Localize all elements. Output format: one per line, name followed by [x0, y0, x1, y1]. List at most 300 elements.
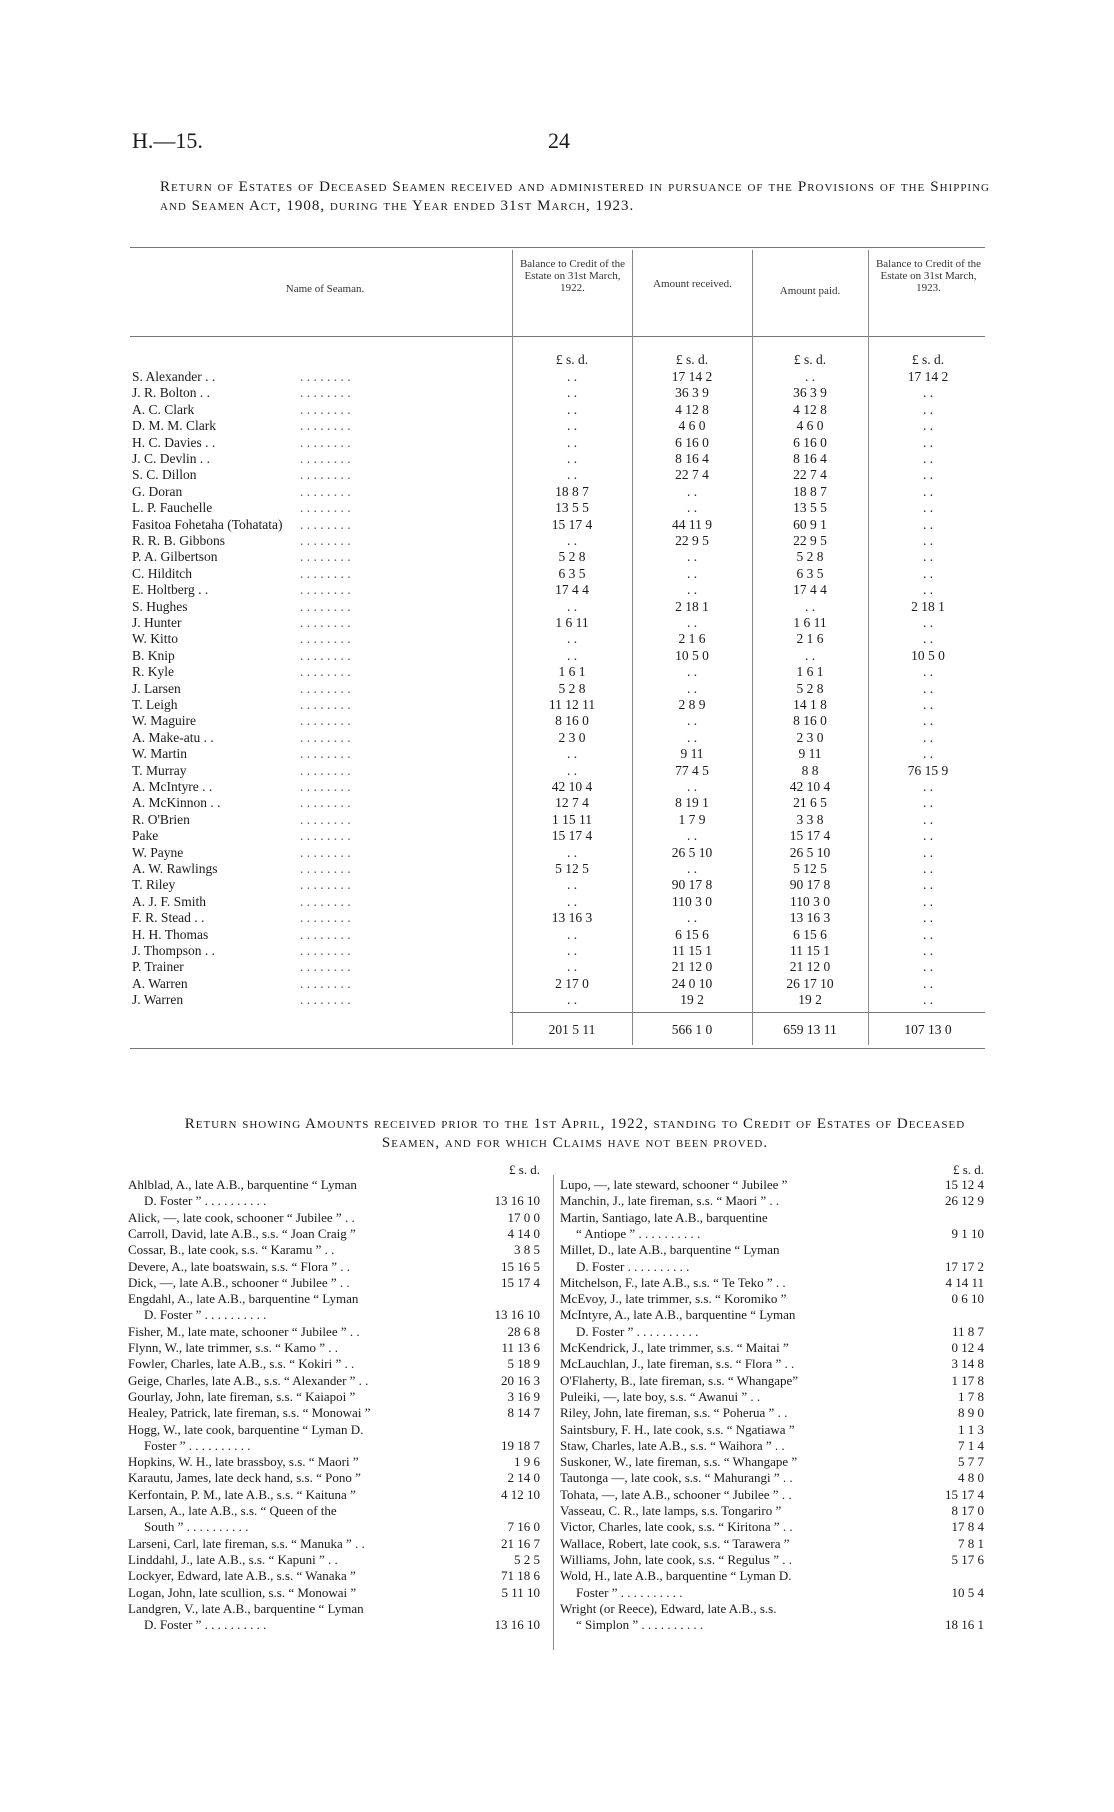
claim-entry-text: O'Flaherty, B., late fireman, s.s. “ Whangape” — [560, 1372, 799, 1388]
claim-amount: 3 16 9 — [507, 1388, 540, 1404]
amount-paid: . . — [804, 369, 816, 384]
total-received: 566 1 0 — [671, 1022, 713, 1037]
claim-entry-text: Dick, —, late A.B., schooner “ Jubilee ” . . — [128, 1274, 350, 1290]
claim-amount: 17 0 0 — [507, 1209, 540, 1225]
leader-dots: . . . . . . . . — [300, 861, 351, 876]
amount-received: . . — [686, 779, 698, 794]
balance-1923: 17 14 2 — [907, 369, 949, 384]
leader-dots: . . . . . . . . — [300, 434, 351, 450]
claim-entry-text: Wright (or Reece), Edward, late A.B., s.s. — [560, 1600, 777, 1616]
amount-received: 44 11 9 — [672, 516, 712, 532]
claim-entry-text: Saintsbury, F. H., late cook, s.s. “ Ngatiawa ” — [560, 1421, 795, 1437]
claim-entry-text: Martin, Santiago, late A.B., barquentine — [560, 1209, 768, 1225]
claim-amount: 13 16 10 — [494, 1307, 540, 1323]
claim-entry-text: Fisher, M., late mate, schooner “ Jubilee ” . . — [128, 1323, 360, 1339]
balance-1923: . . — [922, 877, 934, 893]
amount-received: 1 7 9 — [678, 811, 706, 827]
amount-received: 4 12 8 — [675, 401, 709, 417]
seaman-name: Pake — [132, 828, 159, 844]
leader-dots: . . . . . . . . — [300, 615, 351, 630]
amount-paid: 8 8 — [801, 762, 819, 778]
claim-entry-text: D. Foster ” . . . . . . . . . . — [144, 1193, 267, 1209]
amount-received: . . — [686, 582, 698, 598]
seaman-name: S. Alexander . . — [132, 369, 216, 384]
claim-entry-text: Fowler, Charles, late A.B., s.s. “ Kokiri ” . . — [128, 1356, 355, 1372]
claim-entry-text: Tautonga —, late cook, s.s. “ Mahurangi ” . . — [560, 1470, 793, 1486]
table1-header-name: Name of Seaman. — [285, 283, 365, 295]
claim-entry-text: Foster ” . . . . . . . . . . — [144, 1437, 251, 1453]
leader-dots: . . . . . . . . — [300, 795, 351, 811]
seaman-name: J. Warren — [132, 992, 184, 1008]
table1-header-paid: Amount paid. — [779, 285, 841, 297]
claim-amount: 0 6 10 — [951, 1291, 984, 1307]
amount-paid: 5 12 5 — [793, 861, 827, 876]
amount-received: . . — [686, 861, 698, 876]
balance-1923: . . — [922, 401, 934, 417]
claim-amount: 5 11 10 — [501, 1584, 540, 1600]
balance-1922: . . — [566, 598, 578, 614]
seaman-name: A. W. Rawlings — [132, 861, 218, 876]
balance-1923: . . — [922, 516, 934, 532]
amount-paid: 6 15 6 — [793, 926, 827, 942]
claim-entry-text: Karautu, James, late deck hand, s.s. “ Pono ” — [128, 1470, 361, 1486]
leader-dots: . . . . . . . . — [300, 779, 351, 794]
amount-paid: 4 6 0 — [796, 418, 824, 434]
amount-paid: 9 11 — [798, 746, 822, 762]
amount-paid: 13 5 5 — [793, 500, 827, 516]
claim-entry-text: Alick, —, late cook, schooner “ Jubilee ” . . — [128, 1209, 355, 1225]
leader-dots: . . . . . . . . — [300, 500, 351, 516]
claim-entry-text: Puleiki, —, late boy, s.s. “ Awanui ” . . — [560, 1388, 761, 1404]
leader-dots: . . . . . . . . — [300, 893, 351, 909]
table1-header-rule — [130, 336, 985, 337]
amount-paid: 13 16 3 — [789, 910, 831, 926]
amount-received: 2 8 9 — [678, 697, 706, 712]
balance-1923: . . — [922, 893, 934, 909]
amount-received: . . — [686, 483, 698, 499]
table1-top-rule — [130, 247, 985, 248]
balance-1923: . . — [922, 975, 934, 991]
balance-1923: . . — [922, 746, 934, 762]
leader-dots: . . . . . . . . — [300, 910, 351, 926]
amount-paid: 26 5 10 — [789, 844, 831, 860]
claim-amount: 15 17 4 — [501, 1274, 540, 1290]
seaman-name: R. R. B. Gibbons — [132, 533, 226, 548]
balance-1922: 12 7 4 — [555, 795, 589, 811]
table2-title: Return showing Amounts received prior to the 1st April, 1922, standing to Credit of Estates of Deceased Seamen, and for which Claims have not been proved. — [184, 1116, 966, 1151]
amount-received: 22 7 4 — [675, 467, 709, 483]
claim-amount: 15 17 4 — [945, 1486, 984, 1502]
amount-received: 22 9 5 — [675, 533, 709, 548]
leader-dots: . . . . . . . . — [300, 844, 351, 860]
claim-entry-text: D. Foster . . . . . . . . . . — [576, 1258, 690, 1274]
claim-entry-text: Flynn, W., late trimmer, s.s. “ Kamo ” . . — [128, 1340, 338, 1355]
currency-heading: £ s. d. — [675, 352, 709, 367]
claim-amount: 1 17 8 — [951, 1372, 984, 1388]
balance-1922: 6 3 5 — [558, 565, 586, 581]
leader-dots: . . . . . . . . — [300, 680, 351, 696]
seaman-name: T. Leigh — [132, 697, 178, 712]
balance-1923: . . — [922, 582, 934, 598]
balance-1922: . . — [566, 401, 578, 417]
total-balance-1922: 201 5 11 — [548, 1022, 596, 1037]
leader-dots: . . . . . . . . — [300, 598, 351, 614]
seaman-name: H. C. Davies . . — [132, 434, 216, 450]
amount-paid: 8 16 0 — [793, 713, 827, 729]
claim-amount: 71 18 6 — [501, 1568, 540, 1584]
table1-bottom-rule — [130, 1048, 985, 1049]
balance-1923: . . — [922, 713, 934, 729]
seaman-name: Fasitoa Fohetaha (Tohatata) — [132, 516, 283, 532]
seaman-name: A. C. Clark — [132, 401, 195, 417]
leader-dots: . . . . . . . . — [300, 385, 351, 401]
claim-entry-text: Kerfontain, P. M., late A.B., s.s. “ Kaituna ” — [128, 1486, 356, 1502]
claim-entry-text: Cossar, B., late cook, s.s. “ Karamu ” . . — [128, 1242, 335, 1258]
balance-1922: . . — [566, 844, 578, 860]
claim-entry-text: Wold, H., late A.B., barquentine “ Lyman D. — [560, 1568, 792, 1584]
balance-1922: . . — [566, 467, 578, 483]
table1-header-balance-1922: Balance to Credit of the Estate on 31st March, 1922. — [519, 258, 626, 294]
claim-entry-text: Tohata, —, late A.B., schooner “ Jubilee ” . . — [560, 1486, 792, 1502]
amount-paid: 90 17 8 — [789, 877, 831, 893]
claim-entry-text: Gourlay, John, late fireman, s.s. “ Kaiapoi ” — [128, 1388, 356, 1404]
amount-paid: 6 3 5 — [796, 565, 824, 581]
claim-amount: 15 12 4 — [945, 1177, 984, 1192]
balance-1922: 42 10 4 — [551, 779, 593, 794]
claim-entry-text: Millet, D., late A.B., barquentine “ Lyman — [560, 1242, 780, 1258]
amount-received: 10 5 0 — [675, 647, 709, 663]
seaman-name: R. O'Brien — [132, 811, 190, 827]
amount-received: 21 12 0 — [671, 959, 713, 975]
amount-paid: 15 17 4 — [789, 828, 831, 844]
leader-dots: . . . . . . . . — [300, 533, 351, 548]
leader-dots: . . . . . . . . — [300, 451, 351, 466]
leader-dots: . . . . . . . . — [300, 959, 351, 975]
amount-paid: 22 7 4 — [793, 467, 827, 483]
claim-amount: 8 9 0 — [958, 1405, 984, 1421]
claim-amount: 13 16 10 — [494, 1193, 540, 1209]
balance-1923: 2 18 1 — [911, 598, 945, 614]
claim-amount: 8 14 7 — [507, 1405, 540, 1421]
seaman-name: G. Doran — [132, 483, 183, 499]
amount-paid: 11 15 1 — [790, 943, 830, 958]
claim-amount: 4 12 10 — [501, 1486, 540, 1502]
amount-received: 36 3 9 — [675, 385, 709, 401]
amount-received: . . — [686, 664, 698, 680]
leader-dots: . . . . . . . . — [300, 565, 351, 581]
leader-dots: . . . . . . . . — [300, 516, 351, 532]
claim-entry-text: Foster ” . . . . . . . . . . — [576, 1584, 683, 1600]
balance-1922: 13 5 5 — [555, 500, 589, 516]
amount-received: . . — [686, 500, 698, 516]
amount-paid: 22 9 5 — [793, 533, 827, 548]
seaman-name: P. A. Gilbertson — [132, 549, 218, 565]
seaman-name: W. Kitto — [132, 631, 179, 647]
balance-1923: . . — [922, 434, 934, 450]
claim-amount: 3 14 8 — [951, 1356, 984, 1372]
amount-paid: 26 17 10 — [786, 975, 834, 991]
claim-entry-text: Suskoner, W., late fireman, s.s. “ Whangape ” — [560, 1454, 798, 1470]
balance-1922: 5 12 5 — [555, 861, 589, 876]
claim-amount: 9 1 10 — [951, 1225, 984, 1241]
amount-paid: 3 3 8 — [796, 811, 824, 827]
seaman-name: C. Hilditch — [132, 565, 192, 581]
amount-received: 8 16 4 — [675, 451, 709, 466]
claim-entry-text: McLauchlan, J., late fireman, s.s. “ Flora ” . . — [560, 1356, 795, 1372]
balance-1922: 15 17 4 — [551, 516, 593, 532]
page-number: 24 — [548, 128, 570, 153]
leader-dots: . . . . . . . . — [300, 746, 351, 762]
seaman-name: R. Kyle — [132, 664, 174, 680]
leader-dots: . . . . . . . . — [300, 762, 351, 778]
leader-dots: . . . . . . . . — [300, 713, 351, 729]
seaman-name: T. Riley — [132, 877, 176, 893]
balance-1923: . . — [922, 992, 934, 1008]
claim-entry-text: Hogg, W., late cook, barquentine “ Lyman D. — [128, 1421, 364, 1437]
claim-amount: 4 8 0 — [958, 1470, 984, 1486]
balance-1922: 1 6 1 — [558, 664, 586, 680]
amount-paid: 14 1 8 — [793, 697, 827, 712]
balance-1922: . . — [566, 943, 578, 958]
amount-received: 2 18 1 — [675, 598, 709, 614]
leader-dots: . . . . . . . . — [300, 729, 351, 745]
claim-entry-text: Lockyer, Edward, late A.B., s.s. “ Wanaka ” — [128, 1568, 356, 1584]
leader-dots: . . . . . . . . — [300, 369, 351, 384]
claim-entry-text: Mitchelson, F., late A.B., s.s. “ Te Teko ” . . — [560, 1274, 786, 1290]
seaman-name: E. Holtberg . . — [132, 582, 209, 598]
amount-received: 24 0 10 — [671, 975, 713, 991]
currency-heading: £ s. d. — [952, 1162, 984, 1177]
balance-1923: . . — [922, 664, 934, 680]
seaman-name: W. Payne — [132, 844, 184, 860]
balance-1922: . . — [566, 959, 578, 975]
amount-paid: 60 9 1 — [793, 516, 827, 532]
balance-1923: . . — [922, 697, 934, 712]
seaman-name: L. P. Fauchelle — [132, 500, 213, 516]
amount-paid: 8 16 4 — [793, 451, 827, 466]
amount-received: . . — [686, 549, 698, 565]
seaman-name: B. Knip — [132, 647, 175, 663]
claim-amount: 5 17 6 — [951, 1551, 984, 1567]
balance-1923: . . — [922, 943, 934, 958]
balance-1923: . . — [922, 926, 934, 942]
claim-amount: 26 12 9 — [945, 1193, 984, 1209]
leader-dots: . . . . . . . . — [300, 877, 351, 893]
claim-amount: 4 14 0 — [507, 1225, 540, 1241]
claim-amount: 17 8 4 — [951, 1519, 984, 1535]
seaman-name: S. Hughes — [132, 598, 188, 614]
seaman-name: J. C. Devlin . . — [132, 451, 211, 466]
claim-entry-text: McEvoy, J., late trimmer, s.s. “ Koromiko ” — [560, 1291, 787, 1307]
seaman-name: P. Trainer — [132, 959, 184, 975]
claim-entry-text: Carroll, David, late A.B., s.s. “ Joan Craig ” — [128, 1225, 356, 1241]
claim-amount: 7 8 1 — [958, 1535, 984, 1551]
leader-dots: . . . . . . . . — [300, 975, 351, 991]
leader-dots: . . . . . . . . — [300, 418, 351, 434]
claim-amount: 3 8 5 — [514, 1242, 540, 1258]
claim-amount: 7 1 4 — [958, 1437, 984, 1453]
balance-1922: . . — [566, 992, 578, 1008]
amount-paid: 19 2 — [798, 992, 822, 1008]
claim-entry-text: Ahlblad, A., late A.B., barquentine “ Lyman — [128, 1177, 357, 1192]
amount-paid: 5 2 8 — [796, 680, 824, 696]
leader-dots: . . . . . . . . — [300, 943, 351, 958]
balance-1922: 11 12 11 — [548, 697, 596, 712]
claim-amount: 5 18 9 — [507, 1356, 540, 1372]
amount-paid: 21 12 0 — [789, 959, 831, 975]
claim-entry-text: Geige, Charles, late A.B., s.s. “ Alexander ” . . — [128, 1372, 369, 1388]
claim-amount: 21 16 7 — [501, 1535, 540, 1551]
amount-received: 11 15 1 — [672, 943, 712, 958]
claim-amount: 0 12 4 — [951, 1340, 984, 1355]
page-reference: H.—15. — [132, 128, 203, 153]
currency-heading: £ s. d. — [911, 352, 945, 367]
claim-amount: 4 14 11 — [945, 1274, 984, 1290]
total-balance-1923: 107 13 0 — [904, 1022, 952, 1037]
amount-paid: 17 4 4 — [793, 582, 827, 598]
leader-dots: . . . . . . . . — [300, 697, 351, 712]
leader-dots: . . . . . . . . — [300, 647, 351, 663]
claim-entry-text: Engdahl, A., late A.B., barquentine “ Lyman — [128, 1291, 359, 1307]
claim-entry-text: South ” . . . . . . . . . . — [144, 1519, 249, 1535]
balance-1922: . . — [566, 893, 578, 909]
amount-received: 90 17 8 — [671, 877, 713, 893]
leader-dots: . . . . . . . . — [300, 549, 351, 565]
balance-1923: . . — [922, 467, 934, 483]
claim-amount: 17 17 2 — [945, 1258, 984, 1274]
balance-1922: . . — [566, 418, 578, 434]
balance-1922: 1 15 11 — [552, 811, 592, 827]
balance-1922: 5 2 8 — [558, 680, 586, 696]
balance-1923: . . — [922, 779, 934, 794]
table1-col-divider — [752, 250, 753, 1045]
seaman-name: J. Thompson . . — [132, 943, 216, 958]
seaman-name: H. H. Thomas — [132, 926, 209, 942]
amount-paid: 2 3 0 — [796, 729, 824, 745]
balance-1923: 76 15 9 — [907, 762, 949, 778]
balance-1922: 15 17 4 — [551, 828, 593, 844]
table1-title: Return of Estates of Deceased Seamen received and administered in pursuance of the Provisions of the Shipping and Seamen Act, 1908, during the Year ended 31st March, 1923. — [160, 179, 990, 214]
claim-amount: 11 13 6 — [501, 1340, 540, 1355]
table2-col-divider — [553, 1175, 554, 1650]
amount-received: . . — [686, 615, 698, 630]
amount-paid: 18 8 7 — [793, 483, 827, 499]
balance-1923: . . — [922, 533, 934, 548]
seaman-name: W. Martin — [132, 746, 187, 762]
seaman-name: T. Murray — [132, 762, 187, 778]
amount-received: . . — [686, 729, 698, 745]
leader-dots: . . . . . . . . — [300, 401, 351, 417]
seaman-name: A. Warren — [132, 975, 188, 991]
amount-received: 26 5 10 — [671, 844, 713, 860]
seaman-name: J. R. Bolton . . — [132, 385, 211, 401]
balance-1922: 17 4 4 — [555, 582, 589, 598]
amount-received: . . — [686, 713, 698, 729]
amount-received: 8 19 1 — [675, 795, 709, 811]
balance-1922: 18 8 7 — [555, 483, 589, 499]
table1-header-balance-1923: Balance to Credit of the Estate on 31st March, 1923. — [875, 258, 982, 294]
amount-received: 6 16 0 — [675, 434, 709, 450]
amount-paid: . . — [804, 647, 816, 663]
claim-amount: 8 17 0 — [951, 1503, 984, 1518]
claim-amount: 5 7 7 — [958, 1454, 984, 1470]
amount-received: 110 3 0 — [672, 893, 712, 909]
claim-amount: 7 16 0 — [507, 1519, 540, 1535]
claim-entry-text: Williams, John, late cook, s.s. “ Regulus ” . . — [560, 1551, 793, 1567]
claim-entry-text: Vasseau, C. R., late lamps, s.s. Tongariro ” — [560, 1503, 782, 1518]
claim-entry-text: McIntyre, A., late A.B., barquentine “ Lyman — [560, 1307, 796, 1323]
amount-paid: 42 10 4 — [789, 779, 831, 794]
balance-1922: . . — [566, 746, 578, 762]
balance-1923: 10 5 0 — [911, 647, 945, 663]
leader-dots: . . . . . . . . — [300, 483, 351, 499]
leader-dots: . . . . . . . . — [300, 811, 351, 827]
balance-1923: . . — [922, 418, 934, 434]
claim-entry-text: Healey, Patrick, late fireman, s.s. “ Monowai ” — [128, 1405, 371, 1421]
amount-paid: 5 2 8 — [796, 549, 824, 565]
balance-1923: . . — [922, 910, 934, 926]
seaman-name: A. McIntyre . . — [132, 779, 213, 794]
balance-1923: . . — [922, 729, 934, 745]
claim-amount: 20 16 3 — [501, 1372, 540, 1388]
currency-heading: £ s. d. — [793, 352, 827, 367]
balance-1922: 13 16 3 — [551, 910, 593, 926]
balance-1923: . . — [922, 483, 934, 499]
claim-entry-text: McKendrick, J., late trimmer, s.s. “ Maitai ” — [560, 1340, 789, 1355]
claim-amount: 1 7 8 — [958, 1388, 984, 1404]
amount-received: . . — [686, 680, 698, 696]
leader-dots: . . . . . . . . — [300, 664, 351, 680]
claim-amount: 2 14 0 — [507, 1470, 540, 1486]
balance-1922: 2 17 0 — [555, 975, 589, 991]
balance-1922: 2 3 0 — [558, 729, 586, 745]
leader-dots: . . . . . . . . — [300, 467, 351, 483]
claim-entry-text: Devere, A., late boatswain, s.s. “ Flora ” . . — [128, 1258, 351, 1274]
balance-1922: . . — [566, 369, 578, 384]
amount-received: 17 14 2 — [671, 369, 713, 384]
claim-amount: 18 16 1 — [945, 1617, 984, 1633]
claim-entry-text: D. Foster ” . . . . . . . . . . — [144, 1617, 267, 1633]
claim-entry-text: Manchin, J., late fireman, s.s. “ Maori ” . . — [560, 1193, 780, 1209]
amount-paid: 1 6 1 — [796, 664, 824, 680]
amount-received: 9 11 — [680, 746, 704, 762]
leader-dots: . . . . . . . . — [300, 631, 351, 647]
leader-dots: . . . . . . . . — [300, 992, 351, 1008]
seaman-name: D. M. M. Clark — [132, 418, 216, 434]
balance-1922: . . — [566, 762, 578, 778]
claim-amount: 13 16 10 — [494, 1617, 540, 1633]
balance-1923: . . — [922, 811, 934, 827]
balance-1922: . . — [566, 434, 578, 450]
seaman-name: J. Larsen — [132, 680, 181, 696]
claim-entry-text: Staw, Charles, late A.B., s.s. “ Waihora ” . . — [560, 1437, 785, 1453]
claim-amount: 10 5 4 — [951, 1584, 984, 1600]
amount-paid: 4 12 8 — [793, 401, 827, 417]
balance-1923: . . — [922, 844, 934, 860]
claim-amount: 5 2 5 — [514, 1551, 540, 1567]
amount-received: 4 6 0 — [678, 418, 706, 434]
seaman-name: W. Maguire — [132, 713, 196, 729]
table1-total-rule-top — [510, 1012, 985, 1013]
balance-1922: . . — [566, 877, 578, 893]
seaman-name: A. Make-atu . . — [132, 729, 214, 745]
claim-entry-text: Larseni, Carl, late fireman, s.s. “ Manuka ” . . — [128, 1535, 365, 1551]
amount-paid: 6 16 0 — [793, 434, 827, 450]
claim-entry-text: “ Simplon ” . . . . . . . . . . — [576, 1617, 704, 1633]
amount-received: 19 2 — [680, 992, 704, 1008]
balance-1923: . . — [922, 828, 934, 844]
balance-1922: . . — [566, 926, 578, 942]
